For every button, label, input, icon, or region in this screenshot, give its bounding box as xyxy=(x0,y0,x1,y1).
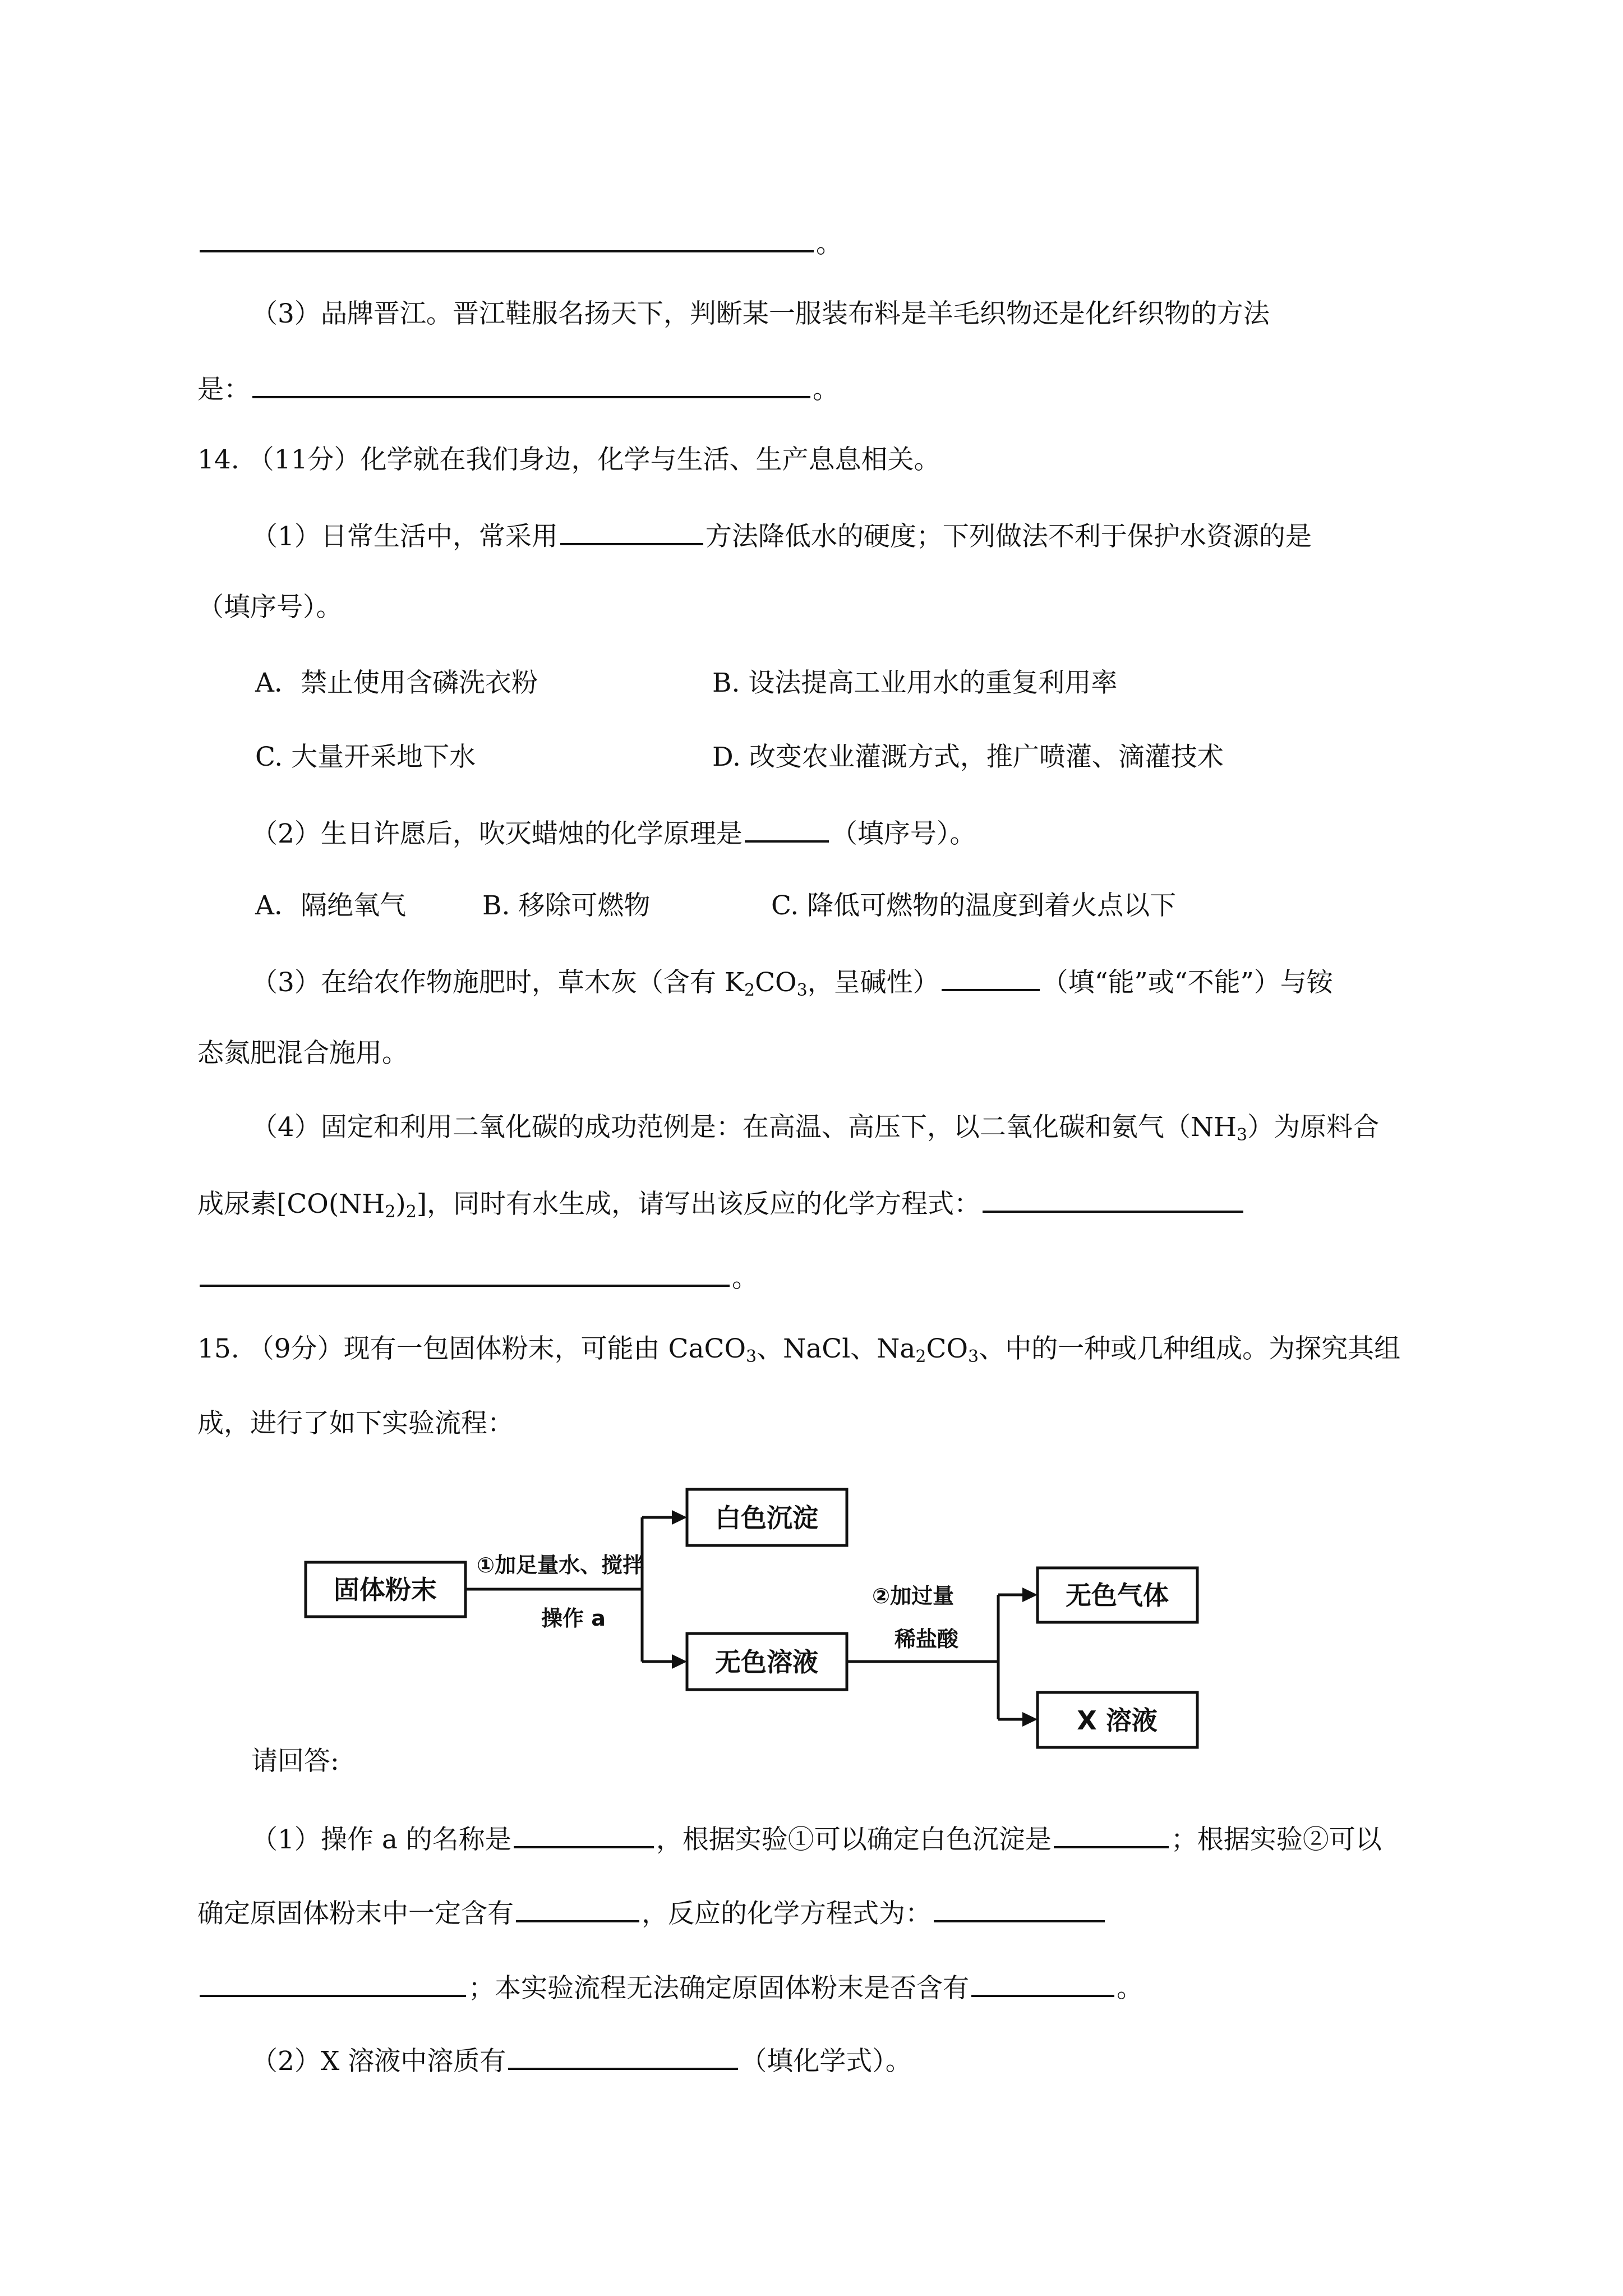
subscript: 3 xyxy=(1237,1125,1248,1145)
q14-header-text: 14. （11分）化学就在我们身边，化学与生活、生产息息相关。 xyxy=(197,444,940,475)
q15-p1-text-e: ，反应的化学方程式为： xyxy=(642,1898,932,1929)
period: 。 xyxy=(813,374,839,405)
q15-part2-line xyxy=(251,2042,912,2078)
label-colorless-gas: 无色气体 xyxy=(1066,1580,1169,1611)
q14-p2-text-a: （2）生日许愿后，吹灭蜡烛的化学原理是 xyxy=(251,818,743,849)
label-step2: ②加过量 xyxy=(872,1584,955,1608)
q14-option-a: A．禁止使用含磷洗衣粉 xyxy=(255,668,538,698)
q14-p4-text-b: ）为原料合 xyxy=(1247,1112,1380,1143)
q15-part1-line2 xyxy=(197,1894,1107,1931)
q14-option-b: B. 设法提高工业用水的重复利用率 xyxy=(712,668,1118,698)
q14-p4-text-d: ) xyxy=(395,1189,406,1220)
q14-p1-text-a: （1）日常生活中，常采用 xyxy=(251,521,558,552)
subscript: 2 xyxy=(915,1347,926,1366)
answer-blank[interactable] xyxy=(1054,1820,1169,1848)
q15-header-text2: 成，进行了如下实验流程： xyxy=(197,1408,514,1439)
q14-p3-text-e: 态氮肥混合施用。 xyxy=(197,1038,408,1069)
period: 。 xyxy=(816,228,842,259)
q13-part3-cont: 是： xyxy=(197,374,250,405)
period: 。 xyxy=(1117,1973,1143,2004)
q14-p4-text-c: 成尿素[CO(NH xyxy=(197,1189,385,1220)
q15-p2-text-a: （2）X 溶液中溶质有 xyxy=(251,2046,506,2077)
label-operation-a: 操作 a xyxy=(541,1606,606,1631)
q15-p1-text-b: ，根据实验①可以确定白色沉淀是 xyxy=(656,1824,1052,1855)
label-step1: ①加足量水、搅拌 xyxy=(477,1553,644,1577)
answer-blank[interactable] xyxy=(971,1969,1114,1997)
q15-header-d: 、中的一种或几种组成。为探究其组 xyxy=(979,1333,1401,1364)
q14-p1-text-c: （填序号）。 xyxy=(197,592,343,623)
period: 。 xyxy=(732,1263,758,1294)
label-colorless-solution: 无色溶液 xyxy=(715,1647,818,1677)
subscript: 3 xyxy=(968,1347,979,1366)
q14-p2-option-b: B. 移除可燃物 xyxy=(482,890,651,921)
answer-blank[interactable] xyxy=(934,1894,1105,1922)
subscript: 2 xyxy=(385,1202,396,1222)
subscript: 3 xyxy=(746,1347,757,1366)
answer-blank[interactable] xyxy=(514,1820,654,1848)
q14-option-d: D. 改变农业灌溉方式，推广喷灌、滴灌技术 xyxy=(712,742,1224,772)
q15-ask-text: 请回答: xyxy=(251,1746,339,1777)
subscript: 3 xyxy=(796,981,808,1000)
q14-p4-text-e: ]，同时有水生成，请写出该反应的化学方程式： xyxy=(416,1189,981,1220)
q14-p4-text-a: （4）固定和利用二氧化碳的成功范例是：在高温、高压下，以二氧化碳和氨气（NH xyxy=(251,1112,1237,1143)
label-solid-powder: 固体粉末 xyxy=(334,1575,437,1605)
label-dilute-hcl: 稀盐酸 xyxy=(895,1627,959,1651)
q15-header-c: CO xyxy=(926,1333,968,1364)
answer-blank[interactable] xyxy=(200,1969,466,1997)
answer-blank[interactable] xyxy=(516,1894,639,1922)
q15-header-b: 、NaCl、Na xyxy=(757,1333,916,1364)
q15-p1-text-f: ；本实验流程无法确定原固体粉末是否含有 xyxy=(468,1973,969,2004)
q15-header-a: 15. （9分）现有一包固体粉末，可能由 CaCO xyxy=(197,1333,746,1364)
q14-option-c: C. 大量开采地下水 xyxy=(255,742,476,772)
q14-p2-option-a: A．隔绝氧气 xyxy=(255,890,406,921)
q15-part1-line3 xyxy=(197,1969,1143,2005)
subscript: 2 xyxy=(405,1202,417,1222)
q14-p3-text-b: CO xyxy=(755,967,797,998)
q15-ask xyxy=(251,1745,339,1778)
q14-p3-text-d: （填“能”或“不能”）与铵 xyxy=(1041,967,1333,998)
q15-p2-text-b: （填化学式）。 xyxy=(740,2046,912,2077)
q13-part3-text: （3）品牌晋江。晋江鞋服名扬天下，判断某一服装布料是羊毛织物还是化纤织物的方法 xyxy=(251,298,1270,329)
q14-p2-text-b: （填序号）。 xyxy=(831,818,976,849)
q15-p1-text-a: （1）操作 a 的名称是 xyxy=(251,1824,511,1855)
subscript: 2 xyxy=(744,981,755,1000)
label-white-precipitate: 白色沉淀 xyxy=(715,1503,818,1533)
q14-p3-text-c: ，呈碱性） xyxy=(807,967,939,998)
q15-part1-line1 xyxy=(251,1820,1382,1857)
q15-p1-text-c: ；根据实验②可以 xyxy=(1170,1824,1382,1855)
q14-p2-option-c: C. 降低可燃物的温度到着火点以下 xyxy=(771,890,1177,921)
q14-p3-text-a: （3）在给农作物施肥时，草木灰（含有 K xyxy=(251,967,744,998)
label-x-solution: X 溶液 xyxy=(1077,1705,1158,1736)
q14-p1-text-b: 方法降低水的硬度；下列做法不利于保护水资源的是 xyxy=(705,521,1312,552)
answer-blank[interactable] xyxy=(508,2042,738,2070)
q15-p1-text-d: 确定原固体粉末中一定含有 xyxy=(197,1898,514,1929)
